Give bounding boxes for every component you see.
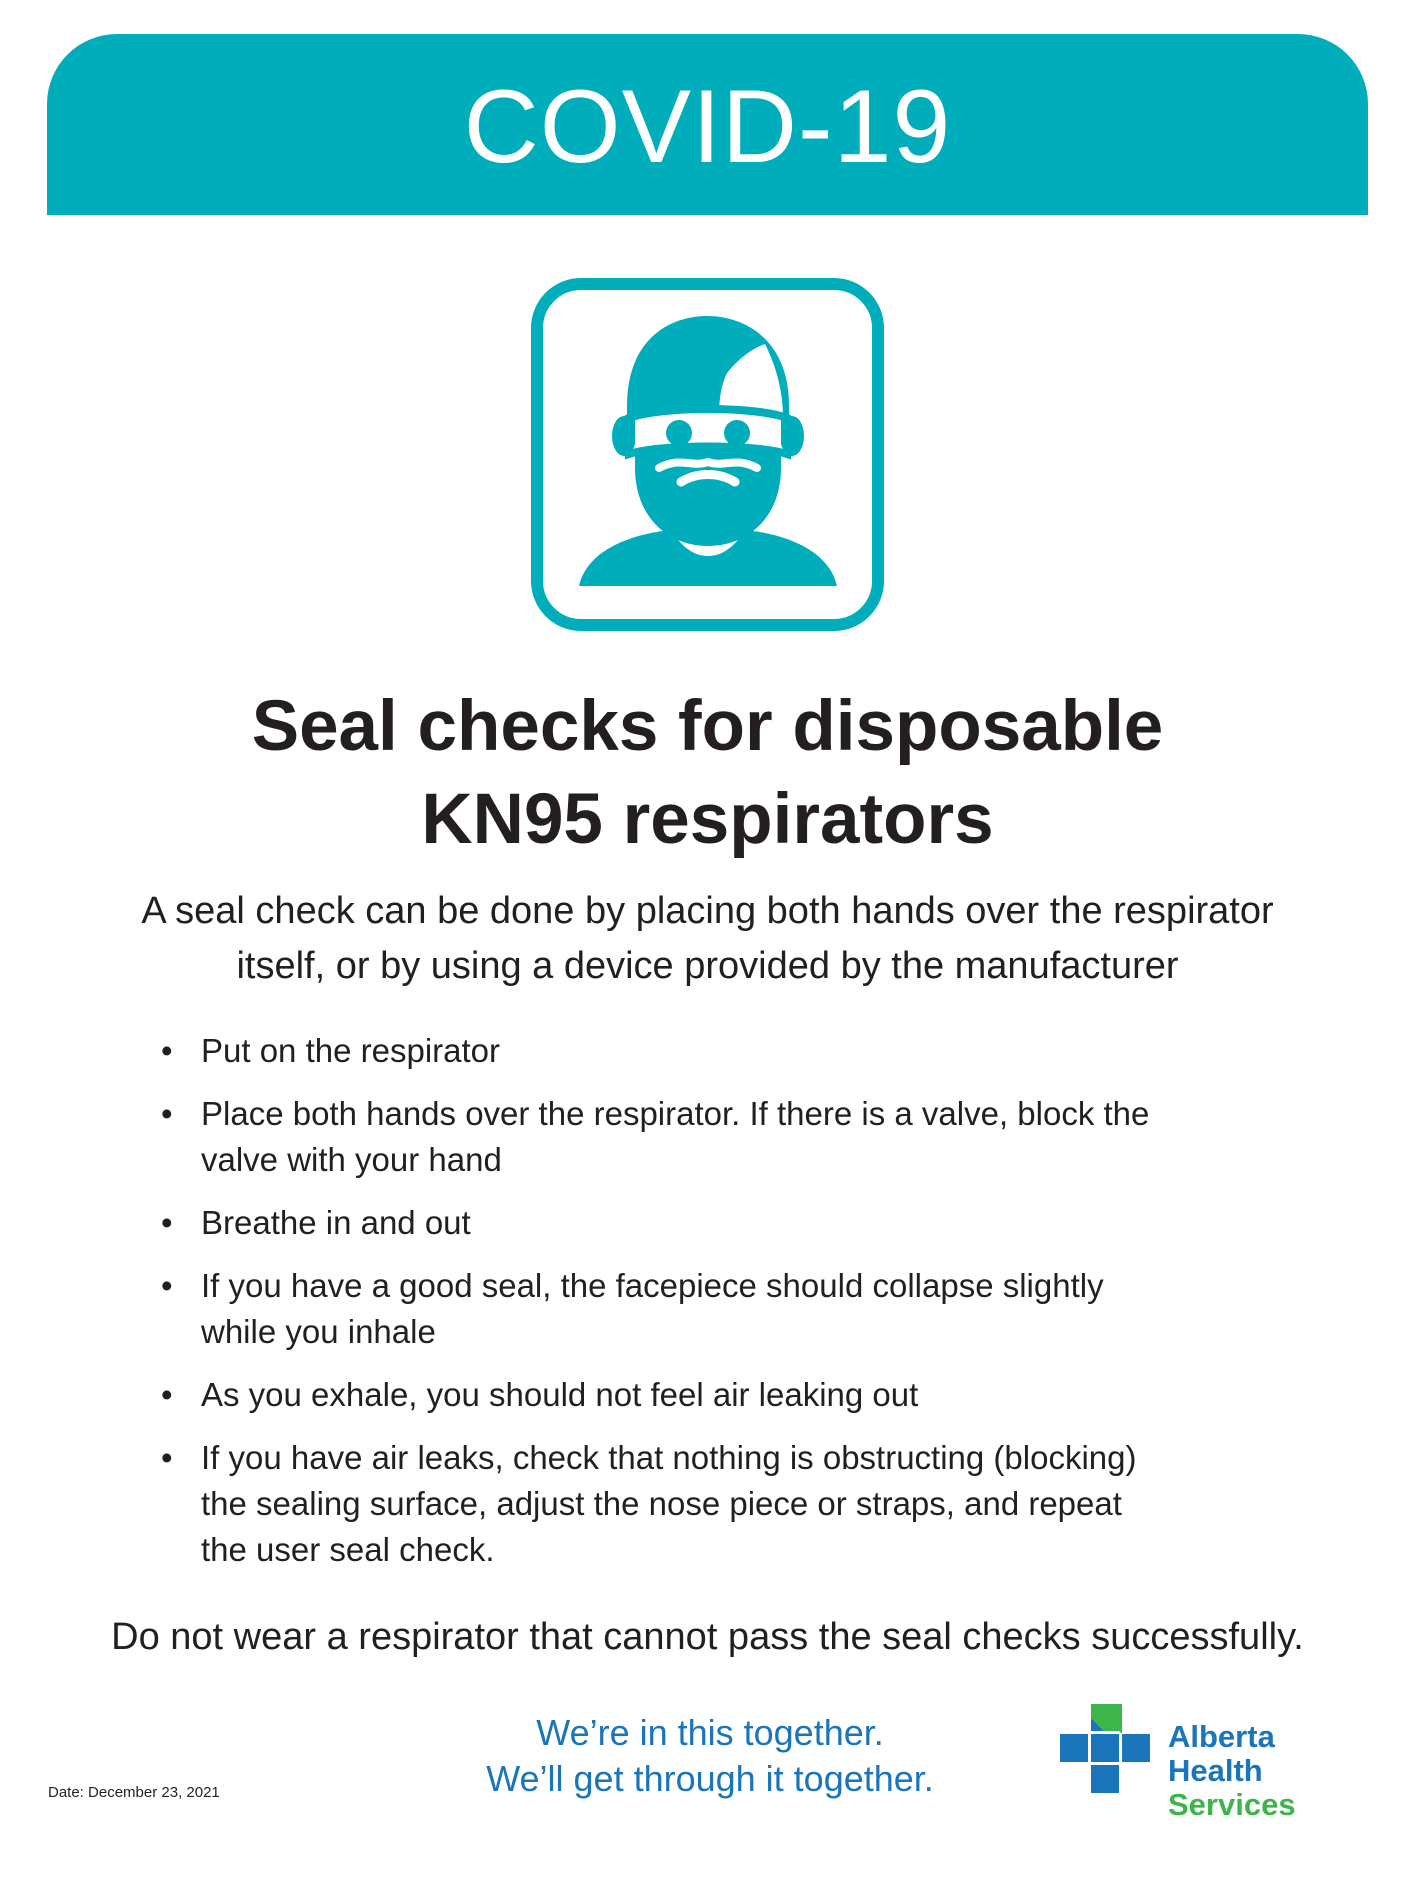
intro-line-2: itself, or by using a device provided by the manufacturer — [236, 945, 1179, 987]
alberta-health-services-logo — [1060, 1704, 1370, 1822]
tagline — [415, 1710, 1005, 1802]
list-item-text: the sealing surface, adjust the nose piece or straps, and repeat — [201, 1485, 1122, 1522]
bullet-icon: • — [161, 1095, 173, 1132]
list-item — [155, 1372, 1305, 1418]
tagline-line-1: We’re in this together. — [536, 1712, 884, 1753]
bullet-icon: • — [161, 1267, 173, 1304]
list-item-text: valve with your hand — [201, 1141, 502, 1178]
bullet-icon: • — [161, 1032, 173, 1069]
intro-line-1: A seal check can be done by placing both hands over the respirator — [141, 890, 1274, 932]
page-title-line-1: Seal checks for disposable — [251, 687, 1164, 766]
logo-line-1: Alberta Health — [1168, 1719, 1275, 1788]
logo-line-2: Services — [1168, 1787, 1296, 1822]
tagline-line-2: We’ll get through it together. — [486, 1758, 934, 1799]
seal-check-steps-list — [155, 1028, 1305, 1590]
banner-title: COVID-19 — [463, 69, 952, 185]
list-item-text: Put on the respirator — [201, 1032, 500, 1069]
intro-paragraph — [40, 884, 1375, 994]
bullet-icon: • — [161, 1376, 173, 1413]
bullet-icon: • — [161, 1439, 173, 1476]
logo-wordmark — [1168, 1720, 1370, 1822]
page-title-line-2: KN95 respirators — [421, 780, 994, 859]
document-date: Date: December 23, 2021 — [48, 1784, 220, 1801]
person-wearing-respirator-icon — [531, 278, 884, 631]
warning-statement: Do not wear a respirator that cannot pass the seal checks successfully. — [111, 1616, 1304, 1658]
header-banner — [47, 34, 1368, 215]
list-item — [155, 1028, 1305, 1074]
page-title — [0, 680, 1415, 866]
list-item-text: the user seal check. — [201, 1531, 495, 1568]
list-item — [155, 1263, 1305, 1355]
list-item-text: Place both hands over the respirator. If there is a valve, block the — [201, 1095, 1150, 1132]
list-item-text: Breathe in and out — [201, 1204, 471, 1241]
list-item — [155, 1435, 1305, 1573]
bullet-icon: • — [161, 1204, 173, 1241]
list-item — [155, 1091, 1305, 1183]
list-item-text: As you exhale, you should not feel air leaking out — [201, 1376, 919, 1413]
ahs-cross-icon — [1060, 1704, 1150, 1794]
list-item-text: If you have air leaks, check that nothing is obstructing (blocking) — [201, 1439, 1137, 1476]
list-item-text: If you have a good seal, the facepiece should collapse slightly — [201, 1267, 1104, 1304]
list-item — [155, 1200, 1305, 1246]
list-item-text: while you inhale — [201, 1313, 436, 1350]
